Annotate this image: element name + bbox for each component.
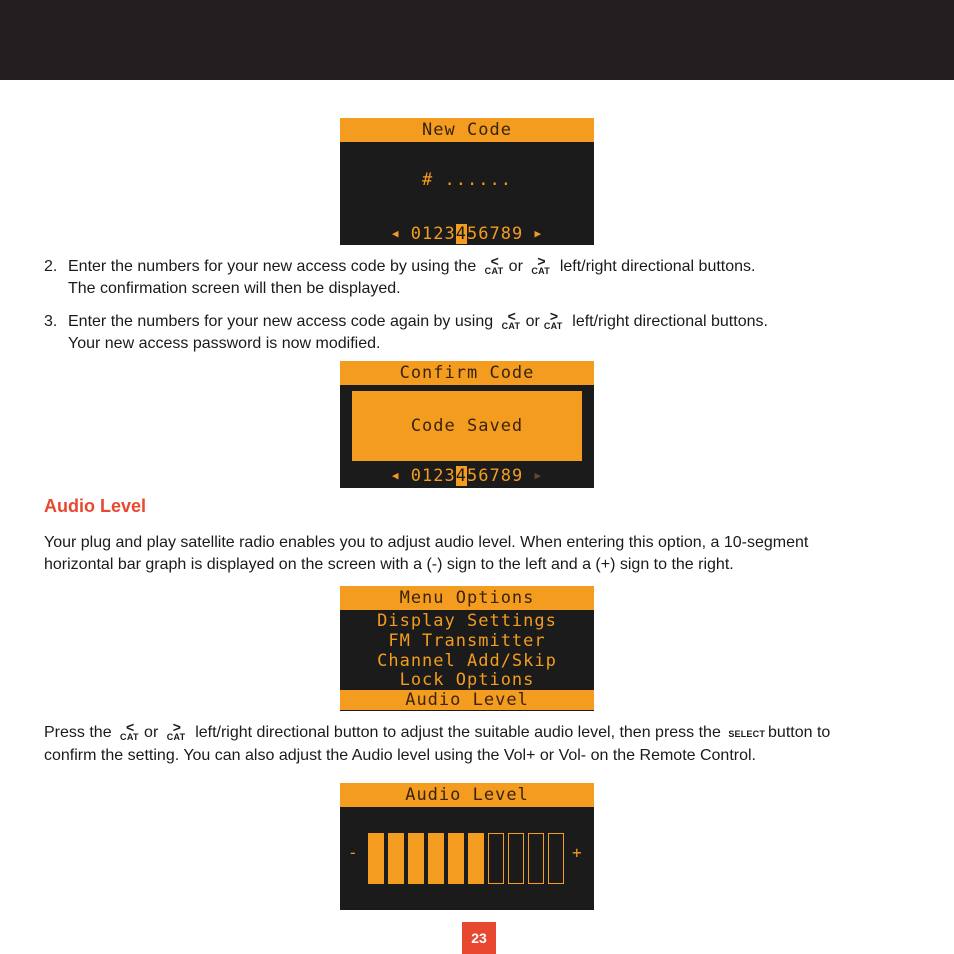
step-text: left/right directional buttons. — [559, 258, 756, 275]
audio-level-segment — [488, 833, 504, 884]
step-text: left/right directional buttons. — [572, 313, 768, 330]
menu-item-fm-transmitter: FM Transmitter — [388, 631, 546, 651]
digit-selector — [340, 224, 594, 244]
top-header-bar — [0, 0, 954, 80]
digit-selector — [340, 466, 594, 486]
right-arrow-icon: ▶ — [534, 469, 543, 482]
step-3 — [44, 308, 768, 355]
press-instruction — [44, 719, 831, 767]
audio-level-segment — [428, 833, 444, 884]
screen-header: Audio Level — [340, 783, 594, 807]
selected-digit: 4 — [455, 224, 467, 244]
digits-before: 0123 — [410, 224, 456, 244]
audio-level-segment — [468, 833, 484, 884]
new-code-screen — [340, 118, 594, 245]
menu-item-lock-options: Lock Options — [399, 670, 535, 690]
cat-left-button-icon: < CAT — [120, 719, 139, 742]
screen-header: New Code — [340, 118, 594, 142]
audio-level-segment — [528, 833, 544, 884]
page-number: 23 — [462, 922, 496, 954]
cat-left-button-icon: < CAT — [484, 253, 504, 276]
left-arrow-icon: ◀ — [391, 469, 400, 482]
step-number: 2. — [44, 258, 58, 275]
right-arrow-icon: ▶ — [534, 227, 543, 240]
press-text: left/right directional button to adjust the suitable audio level, then press the — [195, 724, 721, 741]
step-text: Enter the numbers for your new access code again by using — [68, 313, 494, 330]
cat-right-button-icon: > CAT — [543, 308, 563, 331]
or-text: or — [144, 724, 159, 741]
or-text: or — [525, 313, 540, 330]
digits-after: 56789 — [467, 224, 524, 244]
code-saved-message: Code Saved — [352, 391, 582, 461]
digits-after: 56789 — [467, 466, 524, 486]
menu-options-screen — [340, 586, 594, 711]
audio-level-segment — [368, 833, 384, 884]
select-button-icon: SELECT — [728, 729, 766, 739]
menu-item-channel-add-skip: Channel Add/Skip — [377, 651, 557, 671]
minus-sign: - — [348, 843, 359, 862]
audio-level-segment — [448, 833, 464, 884]
audio-level-segment — [548, 833, 564, 884]
screen-header: Menu Options — [340, 586, 594, 610]
cat-left-button-icon: < CAT — [501, 308, 521, 331]
cat-right-button-icon: > CAT — [166, 719, 186, 742]
screen-header: Confirm Code — [340, 361, 594, 385]
audio-description — [44, 532, 808, 576]
menu-item-display-settings: Display Settings — [377, 611, 557, 631]
description-line: Your plug and play satellite radio enables you to adjust audio level. When entering this option, a 10-segment — [44, 534, 809, 551]
audio-level-segment — [388, 833, 404, 884]
step-2 — [44, 253, 756, 300]
step-text: Enter the numbers for your new access code by using the — [68, 258, 477, 275]
audio-level-segment — [508, 833, 524, 884]
confirm-code-screen — [340, 361, 594, 488]
digits-before: 0123 — [410, 466, 456, 486]
plus-sign: + — [572, 843, 583, 862]
selected-digit: 4 — [455, 466, 467, 486]
step-text-line2: Your new access password is now modified. — [68, 335, 381, 352]
or-text: or — [508, 258, 523, 275]
step-number: 3. — [44, 313, 58, 330]
audio-level-bar-graph — [368, 833, 566, 886]
press-text: Press the — [44, 724, 112, 741]
press-text-line2: confirm the setting. You can also adjust the Audio level using the Vol+ or Vol- on the Remote Control. — [44, 747, 756, 764]
press-text: button to — [768, 724, 831, 741]
cat-right-button-icon: > CAT — [531, 253, 551, 276]
menu-item-audio-level: Audio Level — [340, 690, 594, 710]
audio-level-segment — [408, 833, 424, 884]
audio-level-screen — [340, 783, 594, 910]
left-arrow-icon: ◀ — [391, 227, 400, 240]
description-line: horizontal bar graph is displayed on the screen with a (-) sign to the left and a (+) sign to the right. — [44, 556, 734, 573]
code-entry-line: # ...... — [422, 170, 512, 190]
step-text-line2: The confirmation screen will then be displayed. — [68, 280, 401, 297]
audio-level-heading: Audio Level — [44, 496, 147, 516]
